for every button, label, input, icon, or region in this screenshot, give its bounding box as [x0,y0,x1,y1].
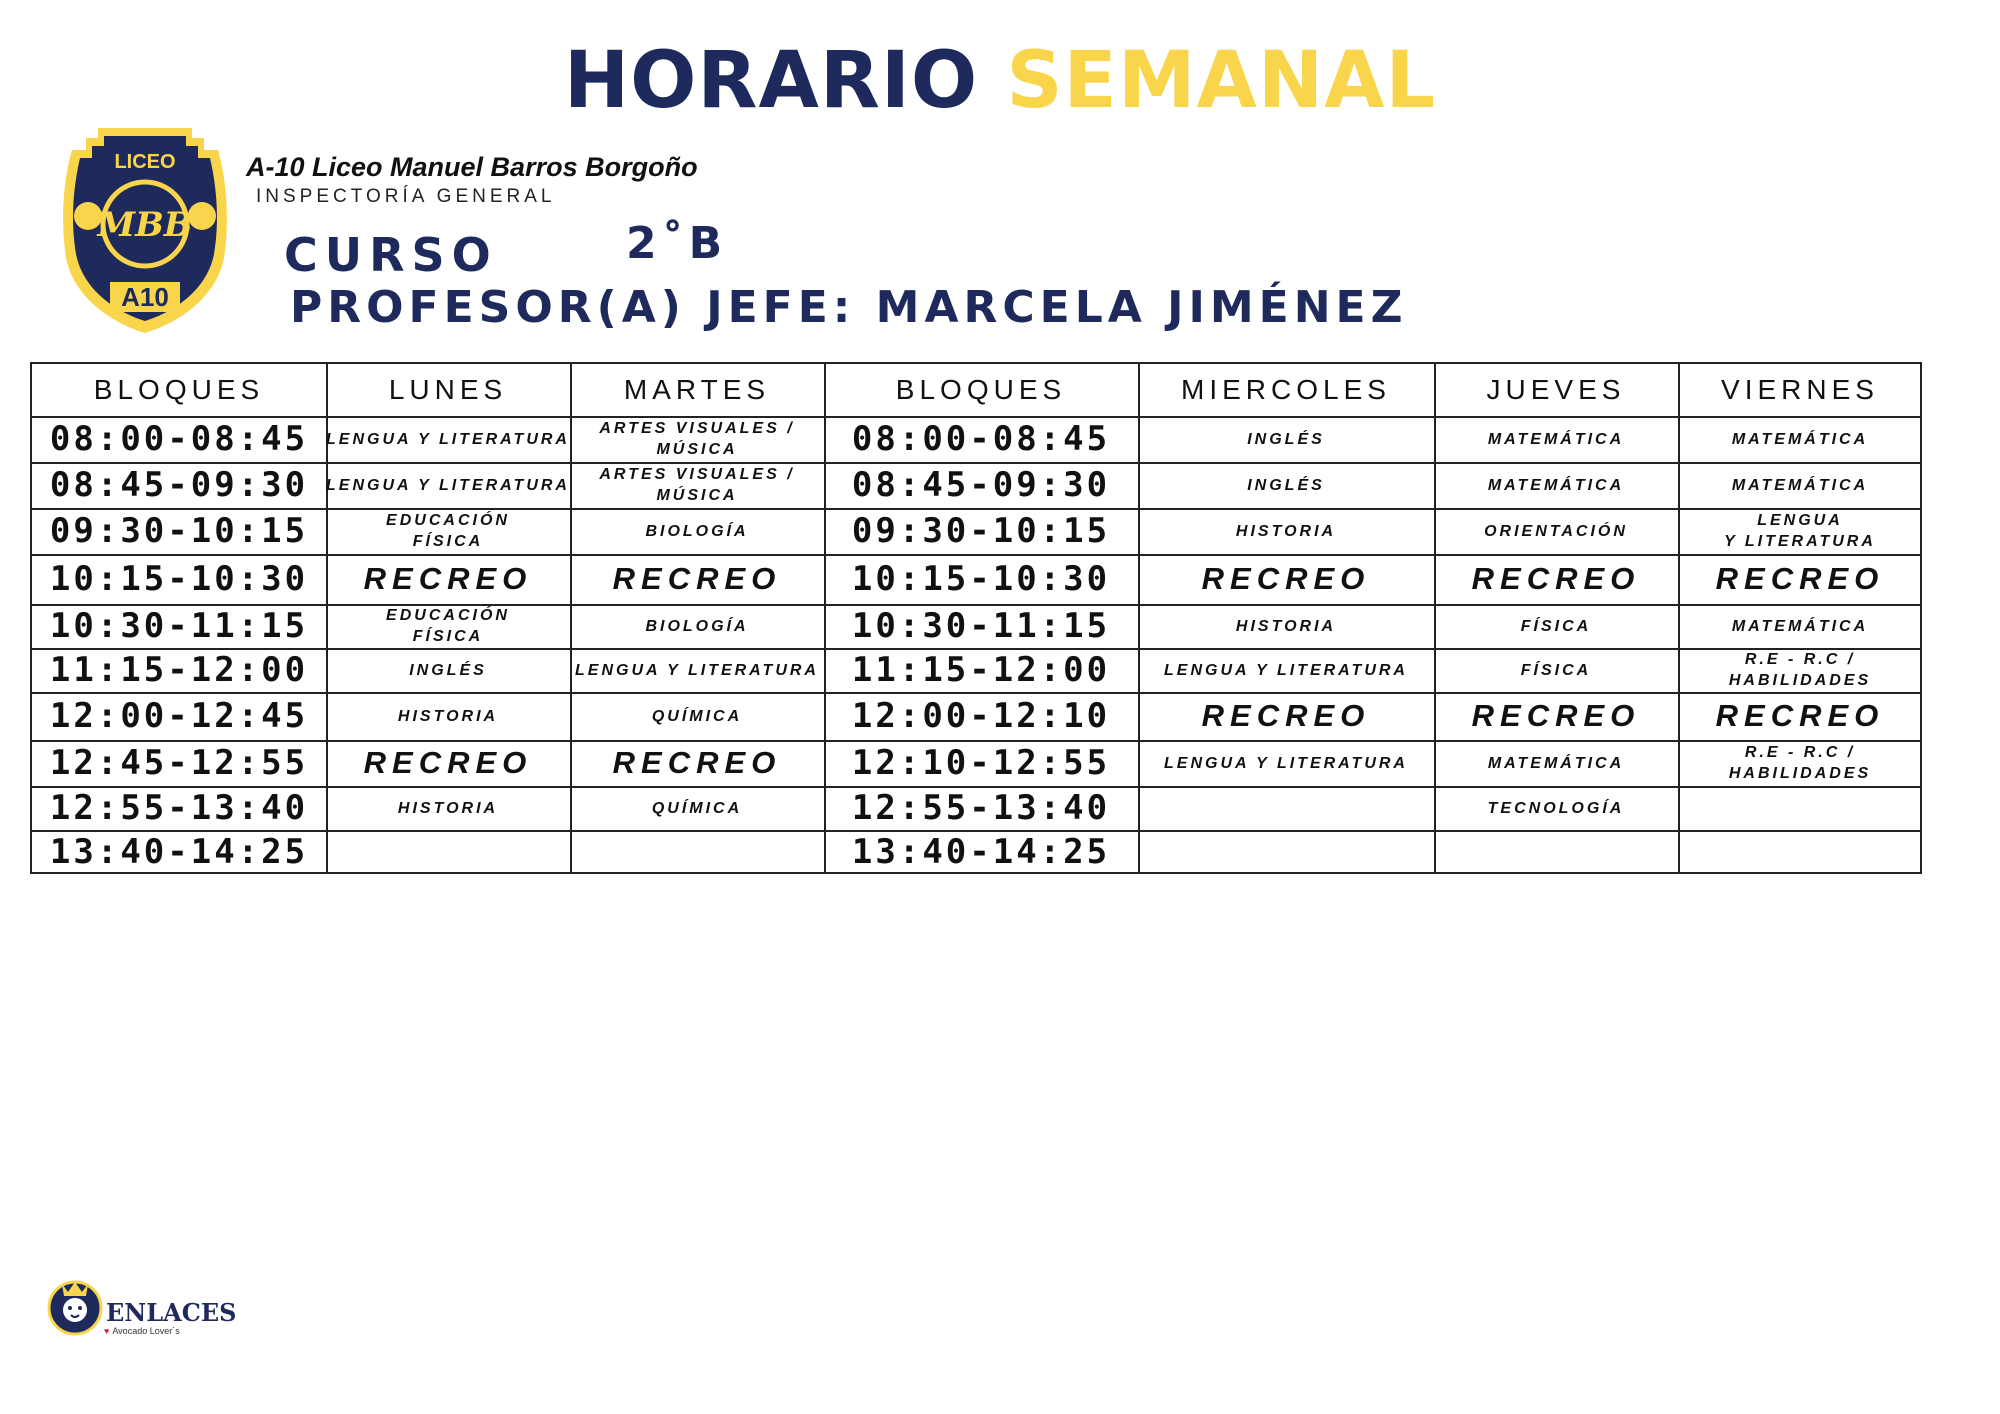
subject-cell: INGLÉS [1247,476,1325,494]
subject-cell: HISTORIA [397,799,499,817]
subject-cell: QUÍMICA [651,799,743,817]
subject-cell [1138,786,1434,830]
subject-cell: LENGUA Y LITERATURA [575,661,819,679]
time-block-cell: 12:45-12:55 [49,743,309,783]
time-block-cell: 10:15-10:30 [851,559,1111,599]
department-name: INSPECTORÍA GENERAL [256,186,556,207]
subject-cell [326,830,570,874]
time-block-cell: 12:55-13:40 [49,788,309,828]
subject-cell: MATEMÁTICA [1487,476,1625,494]
subject-cell [1678,830,1922,874]
subject-cell: LENGUA Y LITERATURA [326,476,570,494]
head-teacher: PROFESOR(A) JEFE: MARCELA JIMÉNEZ [290,282,1408,333]
school-crest-icon [58,118,232,338]
time-block-cell: 08:45-09:30 [851,465,1111,505]
time-block-cell: 09:30-10:15 [49,511,309,551]
subject-cell: LENGUA Y LITERATURA [326,430,570,448]
time-block-cell: 11:15-12:00 [49,650,309,690]
subject-cell: FÍSICA [1520,617,1592,635]
page-title [0,36,2000,126]
subject-cell [1678,786,1922,830]
header-viernes: VIERNES [1721,374,1879,405]
recess-cell: RECREO [363,745,533,780]
subject-cell: HISTORIA [1235,617,1337,635]
title-part1: HORARIO [563,36,979,126]
time-block-cell: 10:30-11:15 [851,606,1111,646]
logo-text-bottom: A10 [121,282,169,312]
lion-crown-icon [44,1274,106,1336]
subject-cell: MATEMÁTICA [1731,476,1869,494]
course-value: 2˚B [626,218,728,269]
title-part2: SEMANAL [1006,36,1437,126]
tagline-text: Avocado Lover´s [112,1326,180,1336]
subject-cell: MATEMÁTICA [1487,754,1625,772]
subject-cell: HISTORIA [397,707,499,725]
time-block-cell: 13:40-14:25 [49,832,309,872]
subject-cell: R.E - R.C / HABILIDADES [1728,651,1872,689]
subject-cell: BIOLOGÍA [645,522,749,540]
subject-cell: MATEMÁTICA [1731,430,1869,448]
recess-cell: RECREO [1471,561,1641,596]
subject-cell: LENGUA Y LITERATURA [1164,754,1408,772]
subject-cell: LENGUA Y LITERATURA [1164,661,1408,679]
recess-cell: RECREO [1715,698,1885,733]
time-block-cell: 08:45-09:30 [49,465,309,505]
enlaces-tagline [104,1326,180,1336]
subject-cell: BIOLOGÍA [645,617,749,635]
schedule-table [30,362,1922,874]
subject-cell: LENGUA Y LITERATURA [1724,512,1876,550]
subject-cell: ARTES VISUALES / MÚSICA [599,466,795,504]
subject-cell: MATEMÁTICA [1731,617,1869,635]
subject-cell [1434,830,1678,874]
enlaces-brand: ENLACES [106,1298,237,1327]
subject-cell: EDUCACIÓN FÍSICA [386,512,510,550]
heart-icon: ♥ [104,1326,110,1336]
time-block-cell: 12:10-12:55 [851,743,1111,783]
header-lunes: LUNES [388,374,508,405]
recess-cell: RECREO [1471,698,1641,733]
recess-cell: RECREO [612,561,782,596]
time-block-cell: 12:00-12:45 [49,696,309,736]
subject-cell: QUÍMICA [651,707,743,725]
recess-cell: RECREO [612,745,782,780]
recess-cell: RECREO [1715,561,1885,596]
time-block-cell: 11:15-12:00 [851,650,1111,690]
time-block-cell: 10:30-11:15 [49,606,309,646]
subject-cell [1138,830,1434,874]
logo-monogram: MBB [97,205,193,245]
subject-cell: HISTORIA [1235,522,1337,540]
time-block-cell: 09:30-10:15 [851,511,1111,551]
school-name: A-10 Liceo Manuel Barros Borgoño [246,152,698,182]
time-block-cell: 12:00-12:10 [851,696,1111,736]
time-block-cell: 12:55-13:40 [851,788,1111,828]
time-block-cell: 13:40-14:25 [851,832,1111,872]
header-bloques-right: BLOQUES [895,374,1067,405]
subject-cell: R.E - R.C / HABILIDADES [1728,744,1872,782]
header-martes: MARTES [623,374,771,405]
subject-cell: ARTES VISUALES / MÚSICA [599,420,795,458]
subject-cell: TECNOLOGÍA [1487,799,1625,817]
subject-cell: INGLÉS [409,661,487,679]
logo-text-top: LICEO [114,151,176,173]
subject-cell: INGLÉS [1247,430,1325,448]
header-miercoles: MIERCOLES [1181,374,1391,405]
time-block-cell: 08:00-08:45 [851,419,1111,459]
recess-cell: RECREO [1201,561,1371,596]
header-jueves: JUEVES [1486,374,1626,405]
course-label: CURSO [284,228,498,282]
time-block-cell: 08:00-08:45 [49,419,309,459]
header-bloques-left: BLOQUES [93,374,265,405]
time-block-cell: 10:15-10:30 [49,559,309,599]
subject-cell: ORIENTACIÓN [1484,522,1628,540]
subject-cell: FÍSICA [1520,661,1592,679]
recess-cell: RECREO [363,561,533,596]
recess-cell: RECREO [1201,698,1371,733]
subject-cell: EDUCACIÓN FÍSICA [386,607,510,645]
subject-cell: MATEMÁTICA [1487,430,1625,448]
subject-cell [570,830,824,874]
